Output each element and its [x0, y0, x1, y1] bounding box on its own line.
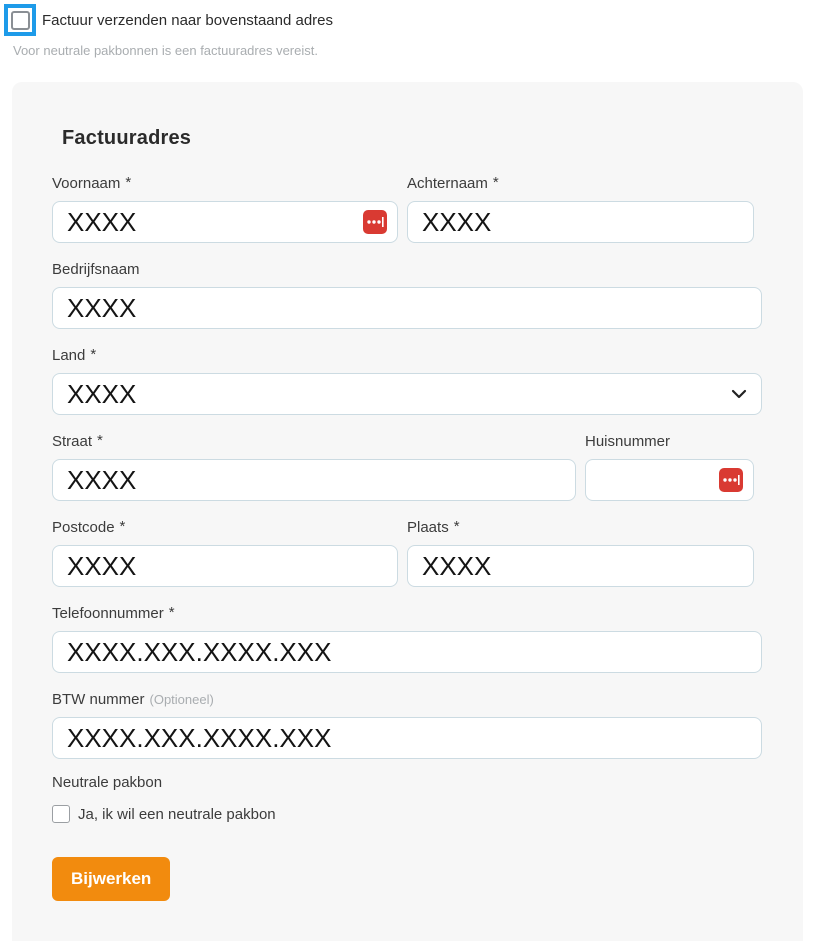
- neutrale-pakbon-checkbox-label: Ja, ik wil een neutrale pakbon: [78, 805, 276, 823]
- billing-toggle-section: [0, 0, 815, 58]
- achternaam-label: Achternaam *: [407, 174, 499, 192]
- neutrale-pakbon-checkbox[interactable]: [52, 805, 70, 823]
- plaats-input[interactable]: [407, 545, 754, 587]
- required-marker: *: [119, 518, 126, 535]
- chevron-down-icon: [731, 389, 747, 399]
- card-title: Factuuradres: [62, 127, 192, 149]
- postcode-input[interactable]: [52, 545, 398, 587]
- telefoonnummer-input[interactable]: [52, 631, 762, 673]
- required-marker: *: [453, 518, 460, 535]
- achternaam-input[interactable]: [407, 201, 754, 243]
- btw-nummer-input[interactable]: [52, 717, 762, 759]
- send-invoice-to-address-checkbox[interactable]: [11, 11, 30, 30]
- bedrijfsnaam-input[interactable]: [52, 287, 762, 329]
- straat-label: Straat *: [52, 432, 103, 450]
- voornaam-label: Voornaam *: [52, 174, 132, 192]
- required-marker: *: [125, 174, 132, 191]
- land-label: Land *: [52, 346, 97, 364]
- bijwerken-button[interactable]: Bijwerken: [52, 857, 170, 901]
- plaats-label: Plaats *: [407, 518, 460, 536]
- land-select[interactable]: [52, 373, 762, 415]
- required-marker: *: [492, 174, 499, 191]
- password-manager-autofill-icon[interactable]: [719, 468, 743, 492]
- telefoonnummer-label: Telefoonnummer *: [52, 604, 175, 622]
- voornaam-input[interactable]: [52, 201, 398, 243]
- land-select-value: XXXX: [67, 378, 137, 409]
- btw-nummer-label: BTW nummer (Optioneel): [52, 691, 214, 708]
- required-marker: *: [168, 604, 175, 621]
- invoice-address-required-note: Voor neutrale pakbonnen is een factuuradres vereist.: [13, 43, 318, 58]
- required-marker: *: [90, 346, 97, 363]
- focus-highlight-frame: [4, 4, 36, 36]
- password-manager-autofill-icon[interactable]: [363, 210, 387, 234]
- optional-note: (Optioneel): [149, 692, 214, 707]
- bedrijfsnaam-label: Bedrijfsnaam: [52, 261, 140, 278]
- straat-input[interactable]: [52, 459, 576, 501]
- neutrale-pakbon-label: Neutrale pakbon: [52, 774, 163, 791]
- invoice-address-card: [12, 82, 803, 941]
- postcode-label: Postcode *: [52, 518, 126, 536]
- huisnummer-label: Huisnummer: [585, 433, 671, 450]
- required-marker: *: [97, 432, 103, 449]
- send-invoice-to-address-label: Factuur verzenden naar bovenstaand adres: [42, 11, 334, 29]
